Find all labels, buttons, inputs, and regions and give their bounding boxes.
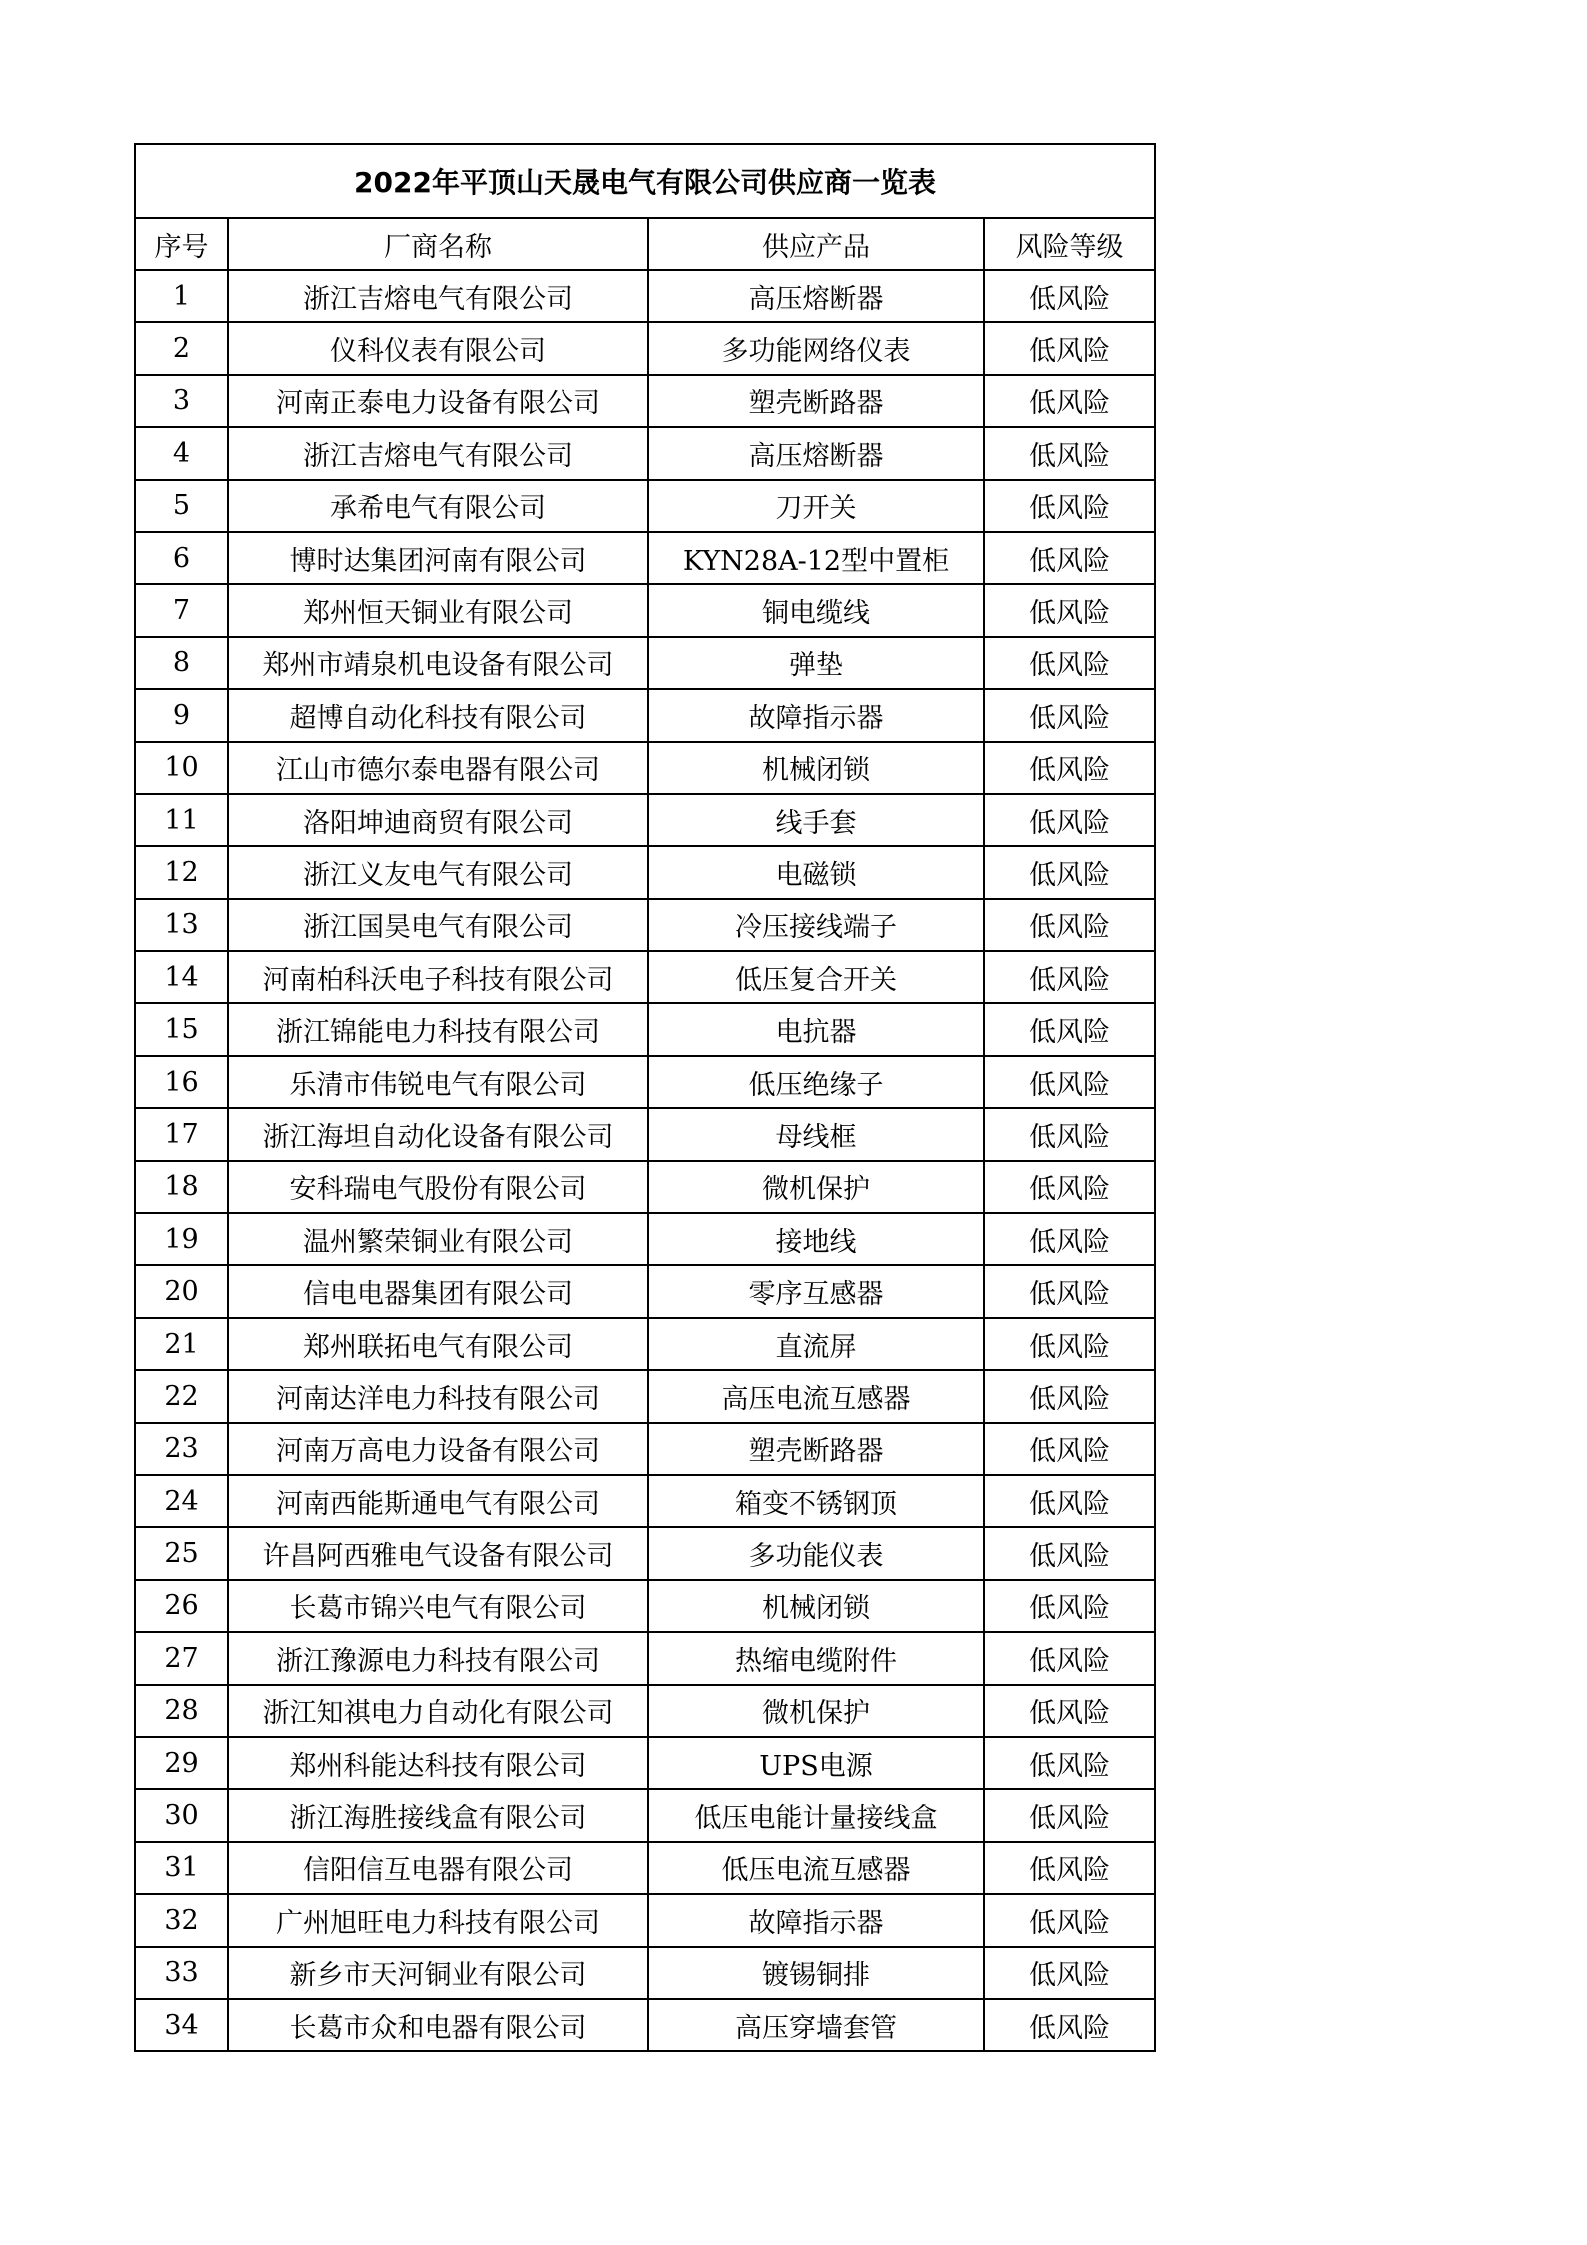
cell-product: 热缩电缆附件 xyxy=(648,1632,984,1684)
cell-risk: 低风险 xyxy=(984,794,1155,846)
cell-risk: 低风险 xyxy=(984,1947,1155,1999)
cell-product: 塑壳断路器 xyxy=(648,375,984,427)
cell-no: 27 xyxy=(135,1632,228,1684)
cell-risk: 低风险 xyxy=(984,1632,1155,1684)
cell-product: 高压熔断器 xyxy=(648,270,984,322)
cell-product: 接地线 xyxy=(648,1213,984,1265)
cell-risk: 低风险 xyxy=(984,1580,1155,1632)
cell-name: 浙江吉熔电气有限公司 xyxy=(228,270,648,322)
cell-risk: 低风险 xyxy=(984,480,1155,532)
cell-name: 仪科仪表有限公司 xyxy=(228,322,648,374)
cell-risk: 低风险 xyxy=(984,1213,1155,1265)
cell-risk: 低风险 xyxy=(984,1475,1155,1527)
cell-risk: 低风险 xyxy=(984,1003,1155,1055)
cell-no: 34 xyxy=(135,1999,228,2051)
cell-no: 5 xyxy=(135,480,228,532)
cell-risk: 低风险 xyxy=(984,584,1155,636)
table-row xyxy=(135,480,1155,532)
cell-no: 16 xyxy=(135,1056,228,1108)
table-row xyxy=(135,899,1155,951)
cell-name: 浙江吉熔电气有限公司 xyxy=(228,427,648,479)
cell-no: 6 xyxy=(135,532,228,584)
cell-no: 19 xyxy=(135,1213,228,1265)
cell-risk: 低风险 xyxy=(984,637,1155,689)
cell-risk: 低风险 xyxy=(984,1737,1155,1789)
cell-risk: 低风险 xyxy=(984,532,1155,584)
cell-product: 微机保护 xyxy=(648,1161,984,1213)
cell-name: 信电电器集团有限公司 xyxy=(228,1265,648,1317)
cell-product: 直流屏 xyxy=(648,1318,984,1370)
cell-no: 15 xyxy=(135,1003,228,1055)
cell-no: 13 xyxy=(135,899,228,951)
table-row xyxy=(135,1527,1155,1579)
cell-no: 24 xyxy=(135,1475,228,1527)
table-row xyxy=(135,1161,1155,1213)
table-row xyxy=(135,951,1155,1003)
cell-product: 故障指示器 xyxy=(648,689,984,741)
cell-no: 7 xyxy=(135,584,228,636)
cell-risk: 低风险 xyxy=(984,1161,1155,1213)
cell-risk: 低风险 xyxy=(984,1370,1155,1422)
cell-name: 浙江义友电气有限公司 xyxy=(228,846,648,898)
cell-product: 高压穿墙套管 xyxy=(648,1999,984,2051)
cell-risk: 低风险 xyxy=(984,1842,1155,1894)
cell-risk: 低风险 xyxy=(984,951,1155,1003)
cell-product: UPS电源 xyxy=(648,1737,984,1789)
cell-no: 25 xyxy=(135,1527,228,1579)
table-row xyxy=(135,794,1155,846)
cell-no: 10 xyxy=(135,742,228,794)
cell-risk: 低风险 xyxy=(984,427,1155,479)
cell-name: 浙江海胜接线盒有限公司 xyxy=(228,1789,648,1841)
table-row xyxy=(135,1475,1155,1527)
cell-risk: 低风险 xyxy=(984,1685,1155,1737)
cell-product: 机械闭锁 xyxy=(648,1580,984,1632)
cell-product: 故障指示器 xyxy=(648,1894,984,1946)
cell-no: 33 xyxy=(135,1947,228,1999)
cell-name: 浙江锦能电力科技有限公司 xyxy=(228,1003,648,1055)
cell-product: 电抗器 xyxy=(648,1003,984,1055)
cell-no: 2 xyxy=(135,322,228,374)
cell-name: 新乡市天河铜业有限公司 xyxy=(228,1947,648,1999)
table-row xyxy=(135,1894,1155,1946)
table-row xyxy=(135,1580,1155,1632)
cell-name: 河南万高电力设备有限公司 xyxy=(228,1423,648,1475)
table-row xyxy=(135,689,1155,741)
cell-product: 多功能网络仪表 xyxy=(648,322,984,374)
cell-risk: 低风险 xyxy=(984,1789,1155,1841)
cell-no: 3 xyxy=(135,375,228,427)
cell-name: 长葛市众和电器有限公司 xyxy=(228,1999,648,2051)
table-row xyxy=(135,1056,1155,1108)
cell-name: 河南达洋电力科技有限公司 xyxy=(228,1370,648,1422)
table-row xyxy=(135,270,1155,322)
header-name: 厂商名称 xyxy=(228,218,648,270)
cell-no: 32 xyxy=(135,1894,228,1946)
cell-risk: 低风险 xyxy=(984,1527,1155,1579)
cell-risk: 低风险 xyxy=(984,375,1155,427)
table-row xyxy=(135,1003,1155,1055)
table-row xyxy=(135,1213,1155,1265)
cell-name: 郑州恒天铜业有限公司 xyxy=(228,584,648,636)
table-row xyxy=(135,637,1155,689)
cell-risk: 低风险 xyxy=(984,742,1155,794)
cell-risk: 低风险 xyxy=(984,1265,1155,1317)
cell-no: 17 xyxy=(135,1108,228,1160)
cell-name: 安科瑞电气股份有限公司 xyxy=(228,1161,648,1213)
cell-no: 23 xyxy=(135,1423,228,1475)
document-sheet xyxy=(134,143,1154,2052)
cell-name: 河南柏科沃电子科技有限公司 xyxy=(228,951,648,1003)
cell-no: 11 xyxy=(135,794,228,846)
table-row xyxy=(135,532,1155,584)
table-row xyxy=(135,1108,1155,1160)
table-row xyxy=(135,375,1155,427)
cell-name: 浙江海坦自动化设备有限公司 xyxy=(228,1108,648,1160)
table-row xyxy=(135,742,1155,794)
cell-product: 高压熔断器 xyxy=(648,427,984,479)
cell-product: 冷压接线端子 xyxy=(648,899,984,951)
cell-name: 河南西能斯通电气有限公司 xyxy=(228,1475,648,1527)
table-row xyxy=(135,1370,1155,1422)
document-title: 2022年平顶山天晟电气有限公司供应商一览表 xyxy=(135,144,1155,218)
cell-no: 12 xyxy=(135,846,228,898)
cell-risk: 低风险 xyxy=(984,899,1155,951)
cell-no: 1 xyxy=(135,270,228,322)
cell-name: 承希电气有限公司 xyxy=(228,480,648,532)
table-row xyxy=(135,584,1155,636)
cell-no: 31 xyxy=(135,1842,228,1894)
table-row xyxy=(135,1999,1155,2051)
cell-risk: 低风险 xyxy=(984,1056,1155,1108)
cell-name: 浙江知祺电力自动化有限公司 xyxy=(228,1685,648,1737)
table-row xyxy=(135,1737,1155,1789)
table-row xyxy=(135,846,1155,898)
table-row xyxy=(135,1318,1155,1370)
table-row xyxy=(135,1423,1155,1475)
cell-no: 14 xyxy=(135,951,228,1003)
table-body xyxy=(135,270,1155,2051)
cell-no: 28 xyxy=(135,1685,228,1737)
cell-risk: 低风险 xyxy=(984,689,1155,741)
cell-risk: 低风险 xyxy=(984,1894,1155,1946)
cell-risk: 低风险 xyxy=(984,322,1155,374)
cell-risk: 低风险 xyxy=(984,1108,1155,1160)
table-row xyxy=(135,1632,1155,1684)
cell-no: 29 xyxy=(135,1737,228,1789)
table-row xyxy=(135,322,1155,374)
cell-product: 低压电能计量接线盒 xyxy=(648,1789,984,1841)
title-row xyxy=(135,144,1155,218)
cell-name: 广州旭旺电力科技有限公司 xyxy=(228,1894,648,1946)
table-row xyxy=(135,1789,1155,1841)
cell-product: 多功能仪表 xyxy=(648,1527,984,1579)
cell-product: 刀开关 xyxy=(648,480,984,532)
header-risk: 风险等级 xyxy=(984,218,1155,270)
cell-product: 镀锡铜排 xyxy=(648,1947,984,1999)
cell-name: 温州繁荣铜业有限公司 xyxy=(228,1213,648,1265)
cell-no: 20 xyxy=(135,1265,228,1317)
cell-product: 零序互感器 xyxy=(648,1265,984,1317)
cell-no: 26 xyxy=(135,1580,228,1632)
cell-name: 博时达集团河南有限公司 xyxy=(228,532,648,584)
cell-risk: 低风险 xyxy=(984,1423,1155,1475)
cell-name: 郑州科能达科技有限公司 xyxy=(228,1737,648,1789)
cell-product: 母线框 xyxy=(648,1108,984,1160)
table-row xyxy=(135,1685,1155,1737)
cell-product: 塑壳断路器 xyxy=(648,1423,984,1475)
cell-product: 高压电流互感器 xyxy=(648,1370,984,1422)
table-row xyxy=(135,427,1155,479)
cell-no: 21 xyxy=(135,1318,228,1370)
cell-name: 许昌阿西雅电气设备有限公司 xyxy=(228,1527,648,1579)
cell-product: 微机保护 xyxy=(648,1685,984,1737)
table-row xyxy=(135,1947,1155,1999)
cell-risk: 低风险 xyxy=(984,1999,1155,2051)
cell-risk: 低风险 xyxy=(984,846,1155,898)
cell-name: 江山市德尔泰电器有限公司 xyxy=(228,742,648,794)
cell-product: 箱变不锈钢顶 xyxy=(648,1475,984,1527)
cell-product: 低压电流互感器 xyxy=(648,1842,984,1894)
cell-name: 郑州联拓电气有限公司 xyxy=(228,1318,648,1370)
cell-product: 低压复合开关 xyxy=(648,951,984,1003)
cell-product: 线手套 xyxy=(648,794,984,846)
cell-no: 9 xyxy=(135,689,228,741)
cell-name: 浙江国昊电气有限公司 xyxy=(228,899,648,951)
cell-no: 30 xyxy=(135,1789,228,1841)
cell-no: 18 xyxy=(135,1161,228,1213)
table-row xyxy=(135,1842,1155,1894)
supplier-table xyxy=(134,143,1156,2052)
cell-no: 22 xyxy=(135,1370,228,1422)
header-no: 序号 xyxy=(135,218,228,270)
cell-no: 8 xyxy=(135,637,228,689)
cell-product: 机械闭锁 xyxy=(648,742,984,794)
cell-name: 信阳信互电器有限公司 xyxy=(228,1842,648,1894)
cell-name: 郑州市靖泉机电设备有限公司 xyxy=(228,637,648,689)
cell-product: 电磁锁 xyxy=(648,846,984,898)
cell-risk: 低风险 xyxy=(984,1318,1155,1370)
cell-no: 4 xyxy=(135,427,228,479)
cell-name: 浙江豫源电力科技有限公司 xyxy=(228,1632,648,1684)
cell-product: 铜电缆线 xyxy=(648,584,984,636)
cell-name: 洛阳坤迪商贸有限公司 xyxy=(228,794,648,846)
cell-name: 河南正泰电力设备有限公司 xyxy=(228,375,648,427)
cell-product: KYN28A-12型中置柜 xyxy=(648,532,984,584)
table-row xyxy=(135,1265,1155,1317)
cell-risk: 低风险 xyxy=(984,270,1155,322)
cell-name: 超博自动化科技有限公司 xyxy=(228,689,648,741)
header-row xyxy=(135,218,1155,270)
cell-product: 弹垫 xyxy=(648,637,984,689)
cell-product: 低压绝缘子 xyxy=(648,1056,984,1108)
header-product: 供应产品 xyxy=(648,218,984,270)
cell-name: 乐清市伟锐电气有限公司 xyxy=(228,1056,648,1108)
cell-name: 长葛市锦兴电气有限公司 xyxy=(228,1580,648,1632)
